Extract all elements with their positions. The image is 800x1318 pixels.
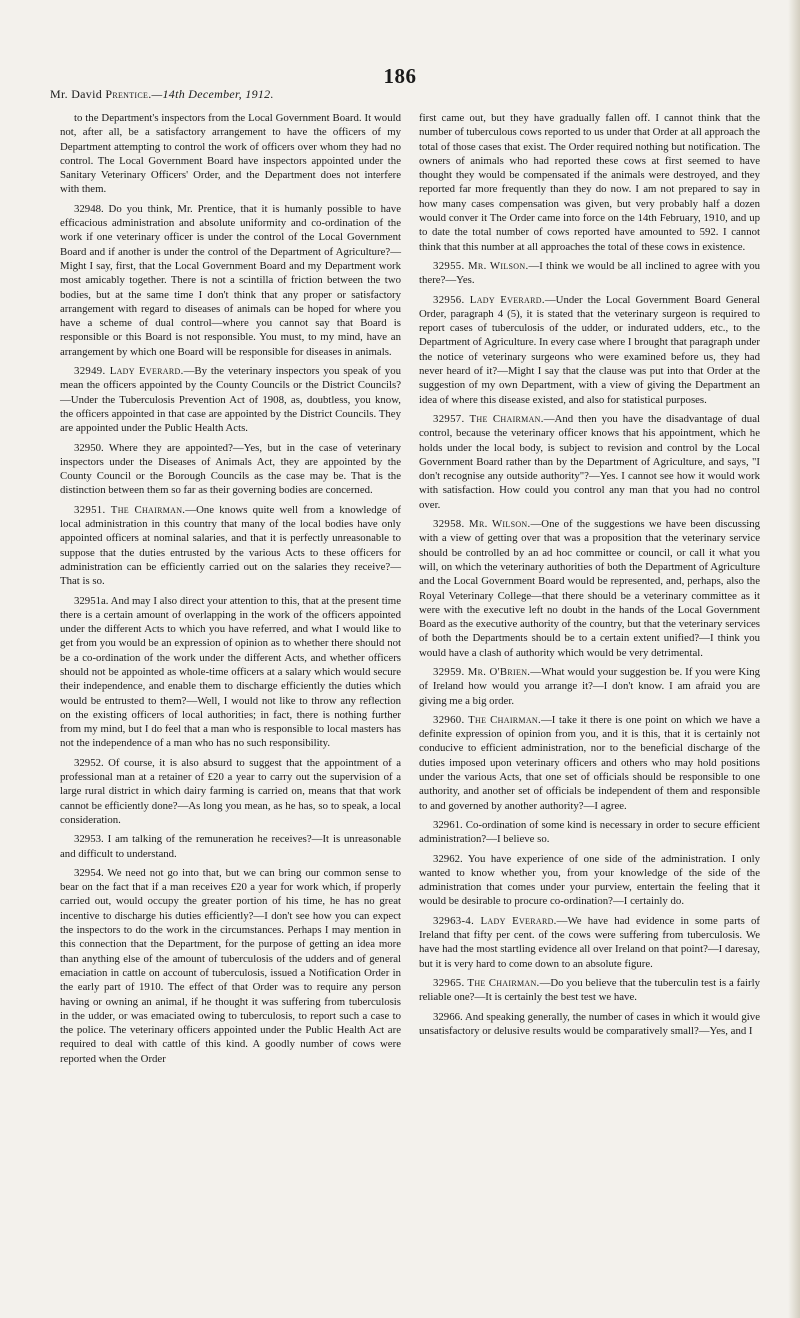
paragraph-text: —By the veterinary inspectors you speak of you mean the officers appointed by the County Councils or the District Councils?—Under the Tuberculosis Prevention Act of 1908, as, doubtless, you know, the officers appointed in that case are appointed by the District Councils. They are appointed under the Public Health Acts.	[60, 365, 401, 435]
paragraph	[60, 832, 401, 861]
paragraph	[60, 756, 401, 827]
speaker-label: 32949. Lady Everard.	[74, 365, 184, 378]
speaker-label: 32959. Mr. O'Brien.	[433, 665, 531, 678]
paragraph	[60, 503, 401, 589]
paragraph	[60, 111, 401, 197]
speaker-label: 32957. The Chairman.	[433, 412, 544, 425]
witness-prefix: Mr. David	[50, 87, 103, 101]
session-date: —14th December, 1912.	[151, 87, 274, 101]
paragraph	[419, 412, 760, 512]
speaker-label: 32956. Lady Everard.	[433, 293, 545, 306]
paragraph	[60, 441, 401, 498]
paragraph	[419, 665, 760, 708]
witness-name: Prentice.	[105, 87, 152, 101]
speaker-label: 32955. Mr. Wilson.	[433, 259, 529, 272]
paragraph-text: 32954. We need not go into that, but we can bring our common sense to bear on the fact that if a man receives £20 a year for work which, if properly carried out, would occupy the greater portion of his time, he has no great incentive to discharge his duties efficiently?—I don't see how you can expect the inspectors to do the work in the circumstances. Perhaps I may mention in this connection that the Department, for the purpose of getting an idea more than anything else of the amount of tuberculosis of the udders and of general emaciation in cattle on account of tuberculosis, issued a Notification Order in the early part of 1910. The effect of that Order was to require any person having or owning an animal, if he thought it was suffering from tuberculosis in the udder, or was emaciated owing to tuberculosis, to report such a case to the police. The veterinary officers appointed under the Public Health Act are required to deal with cattle of this kind. A goodly number of cows were reported when the Order	[60, 866, 401, 1065]
paragraph-text: 32948. Do you think, Mr. Prentice, that it is humanly possible to have efficacious administration and absolute uniformity and co-ordination of the work if one veterinary officer is under the control of the Local Government Board and if another is under the control of the Department of Agriculture?—Might I say, first, that the Local Government Board and my Department work most amicably together. There is not a scintilla of friction between the two bodies, but at the same time I don't think that any proper or satisfactory arrangement with regard to diseases of animals can be hoped for where you have a scheme of dual control—where you cannot say that Board is responsible or this Board is not responsible. You must, to my mind, have an arrangement by which one Board will be responsible for diseases in animals.	[60, 202, 401, 358]
paragraph-text: —And then you have the disadvantage of dual control, because the veterinary officer knows that his appointment, which he holds under the local body, is subject to revision and control by the Local Government Board rather than by the Department of Agriculture, and says, "I don't recognise any outside authority"?—Yes. I cannot see how it would work with satisfaction. How could you control any man that you had no control over.	[419, 412, 760, 511]
speaker-label: 32960. The Chairman.	[433, 713, 541, 726]
paragraph-text: —We have had evidence in some parts of Ireland that fifty per cent. of the cows were suffering from tuberculosis. We have had the most startling evidence all over Ireland on that point?—I daresay, but it is very hard to come down to an absolute figure.	[419, 914, 760, 970]
paragraph-text: —Under the Local Government Board General Order, paragraph 4 (5), it is stated that the veterinary surgeon is required to report cases of tuberculosis of the udder, or indurated udders, etc., to the Department of Agriculture. In every case where I brought that paragraph under the notice of veterinary surgeons who were examined before us, they had never heard of it?—Might I say that the clause was put into that Order at the suggestion of my own Department, with a view of giving the Department an idea of where this disease existed, and also for statistical purposes.	[419, 293, 760, 406]
paragraph	[60, 202, 401, 359]
paragraph-text: 32961. Co-ordination of some kind is necessary in order to secure efficient administration?—I believe so.	[419, 818, 760, 846]
paragraph	[419, 293, 760, 407]
paragraph-text: —One knows quite well from a knowledge of local administration in this country that many of the local bodies have only appointed officers at nominal salaries, and that it is perfectly unreasonable to suppose that the duties entrusted by the various Acts to these officers for administration can be efficiently carried out on the salaries they receive?—That is so.	[60, 503, 401, 588]
paragraph-text: —One of the suggestions we have been discussing with a view of getting over that was a proposition that the veterinary service should be controlled by an ad hoc committee or council, or call it what you will, on which the veterinary authorities of both the Department of Agriculture and the Local Government Board would be represented, and, perhaps, also the Royal Veterinary College—that there should be a veterinary committee as it were with the executive left no doubt in the hands of the Local Government Board as the executive authority of the country, but that the veterinary services of both the Departments should be to a certain extent unified?—I think you would have a clash of authority which would be very detrimental.	[419, 518, 760, 659]
paragraph-text: —I take it there is one point on which we have a definite expression of opinion from you, and it is this, that it is certainly not conducive to efficient administration, nor to the beneficial discharge of the duties imposed upon veterinary officers and others who may hold positions under the various Acts, that one set of officials should be responsible to one authority, and another set of officials be independent of them and responsible to and governed by another authority?—I agree.	[419, 713, 761, 812]
running-head	[50, 87, 274, 102]
paragraph	[419, 111, 760, 254]
page-number: 186	[383, 64, 417, 88]
paragraph-text: first came out, but they have gradually fallen off. I cannot think that the number of tuberculous cows reported to us under that Order at all approach the total of those cases that exist. The Order required nothing but notification. The owners of animals who had reported these cows at first seemed to have thought they would be compensated if the animals were destroyed, and they reported far more frequently than they do now. I am not prepared to say in how many cases compensation was given, but very probably half a dozen would conver it The Order came into force on the 14th February, 1910, and up to date the total number of cows reported have amounted to 592. I cannot think that this number at all approaches the total of these cows in existence.	[419, 112, 760, 253]
paragraph	[419, 259, 760, 288]
paragraph-text: —What would your suggestion be. If you were King of Ireland how would you arrange it?—I don't know. I am afraid you are giving me a big order.	[419, 665, 761, 707]
paragraph-text: 32953. I am talking of the remuneration he receives?—It is unreasonable and difficult to understand.	[60, 833, 401, 860]
paragraph-text: 32952. Of course, it is also absurd to suggest that the appointment of a professional man at a retainer of £20 a year to carry out the supervision of a large rural district in which dairy farming is carried on, means that that work cannot be efficiently done?—As long you mean, as he has, so to speak, a local consideration.	[60, 756, 401, 826]
paragraph	[419, 713, 760, 813]
paragraph	[419, 1010, 760, 1039]
right-column	[419, 111, 760, 1043]
speaker-label: 32963-4. Lady Everard.	[433, 914, 557, 927]
paragraph-text: 32950. Where they are appointed?—Yes, but in the case of veterinary inspectors under the Diseases of Animals Act, they are appointed by the County Council or the Borough Councils as the case may be. That is the distinction between them so far as their governing bodies are concerned.	[60, 441, 401, 497]
paragraph	[419, 976, 760, 1005]
paragraph	[60, 594, 401, 751]
paragraph	[419, 852, 760, 909]
paragraph-text: —I think we would be all inclined to agree with you there?—Yes.	[419, 259, 760, 287]
speaker-label: 32958. Mr. Wilson.	[433, 518, 531, 531]
paragraph-text: —Do you believe that the tuberculin test is a fairly reliable one?—It is certainly the best test we have.	[419, 976, 760, 1004]
left-column	[60, 111, 401, 1071]
speaker-label: 32951. The Chairman.	[74, 503, 186, 516]
paragraph-text: to the Department's inspectors from the Local Government Board. It would not, after all, be a satisfactory arrangement to have the officers of my Department attempting to control the work of officers over whom they had no control. The Local Government Board have inspectors appointed under the Sanitary Veterinary Officers' Order, and the Department does not interfere with them.	[60, 112, 401, 196]
paragraph	[419, 818, 760, 847]
page-edge-shadow	[788, 0, 800, 1318]
paragraph	[419, 517, 760, 660]
paragraph	[419, 914, 760, 971]
paragraph	[60, 364, 401, 435]
speaker-label: 32965. The Chairman.	[433, 976, 540, 989]
paragraph-text: 32966. And speaking generally, the number of cases in which it would give unsatisfactory or delusive results would be comparatively small?—Yes, and I	[419, 1010, 760, 1037]
paragraph	[60, 866, 401, 1066]
paragraph-text: 32962. You have experience of one side of the administration. I only wanted to know whether you, from your knowledge of the side of the administration that comes under your purview, entertain the feeling that it would be desirable to procure co-ordination?—I certainly do.	[419, 852, 760, 908]
paragraph-text: 32951a. And may I also direct your attention to this, that at the present time there is a certain amount of overlapping in the work of the officers appointed under the different Acts to which you have referred, and what I would like to get from you would be an expression of opinion as to whether there should not be a co-ordination of the work under the different Acts, and whether officers should not be appointed as whole-time officers at a salary which would secure their independence, and enable them to discharge efficiently the duties which would be entrusted to them?—Well, I would not like to throw any reflection on the existing officers of local authorities; in fact, there is nothing further from my mind, but I do feel that a man who is responsible to local masters has not the independence of a man who has no such responsibility.	[60, 594, 401, 750]
